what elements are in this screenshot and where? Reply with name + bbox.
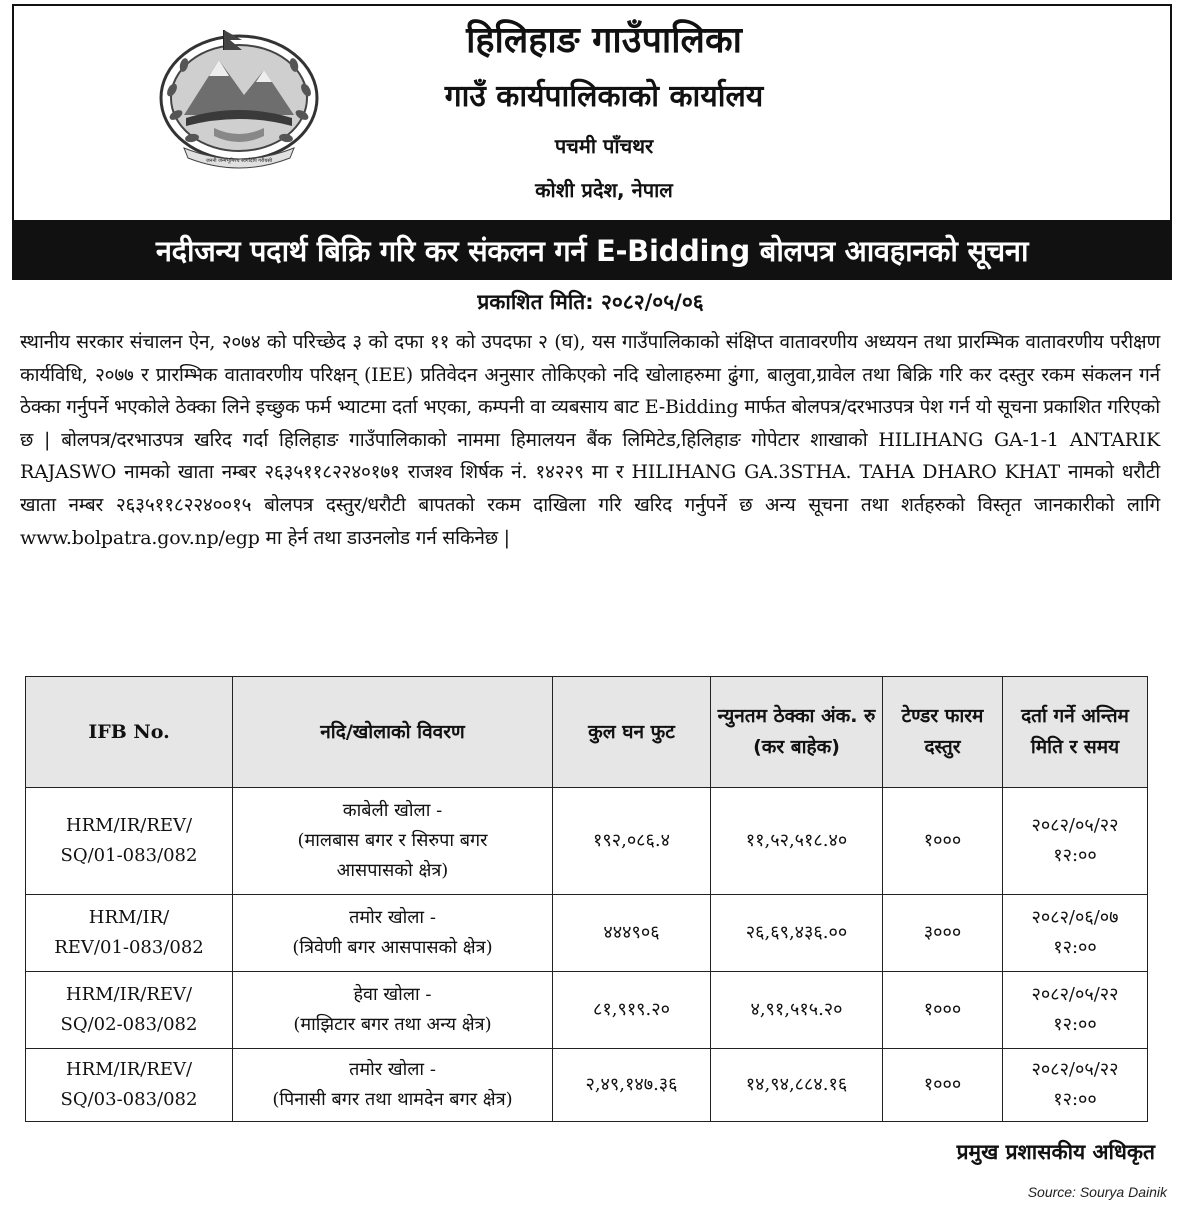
signatory-title: प्रमुख प्रशासकीय अधिकृत xyxy=(956,1140,1155,1164)
cell-form-fee: १००० xyxy=(883,972,1003,1049)
cell-deadline: २०८२/०६/०७ १२:०० xyxy=(1003,895,1148,972)
office-location: पचमी पाँचथर xyxy=(554,134,654,158)
cell-deadline: २०८२/०५/२२ १२:०० xyxy=(1003,788,1148,895)
cell-min-amount: २६,६९,४३६.०० xyxy=(711,895,883,972)
cell-river: काबेली खोला - (मालबास बगर र सिरुपा बगर आसपासको क्षेत्र) xyxy=(233,788,553,895)
cell-volume: ४४४९०६ xyxy=(553,895,711,972)
cell-ifb: HRM/IR/REV/ SQ/03-083/082 xyxy=(26,1049,233,1122)
table-row xyxy=(26,1049,1148,1122)
cell-ifb: HRM/IR/ REV/01-083/082 xyxy=(26,895,233,972)
cell-volume: २,४९,१४७.३६ xyxy=(553,1049,711,1122)
cell-river: हेवा खोला - (माझिटार बगर तथा अन्य क्षेत्र) xyxy=(233,972,553,1049)
emblem-motto: जननी जन्मभूमिश्च स्वर्गादपि गरीयसी xyxy=(205,158,273,164)
cell-ifb: HRM/IR/REV/ SQ/02-083/082 xyxy=(26,972,233,1049)
table-row xyxy=(26,895,1148,972)
published-date: प्रकाशित मिति: २०८२/०५/०६ xyxy=(477,290,704,314)
cell-volume: १९२,०८६.४ xyxy=(553,788,711,895)
cell-deadline: २०८२/०५/२२ १२:०० xyxy=(1003,1049,1148,1122)
office-title-block xyxy=(334,10,874,212)
office-province: कोशी प्रदेश, नेपाल xyxy=(535,178,673,202)
cell-min-amount: ११,५२,५१८.४० xyxy=(711,788,883,895)
municipality-name: हिलिहाङ गाउँपालिका xyxy=(466,20,742,61)
table-header-row xyxy=(26,677,1148,788)
government-emblem-icon xyxy=(154,20,324,170)
header-river: नदि/खोलाको विवरण xyxy=(233,677,553,788)
cell-form-fee: १००० xyxy=(883,788,1003,895)
cell-river: तमोर खोला - (त्रिवेणी बगर आसपासको क्षेत्र) xyxy=(233,895,553,972)
notice-body: स्थानीय सरकार संचालन ऐन, २०७४ को परिच्छेद ३ को दफा ११ को उपदफा २ (घ), यस गाउँपालिकाको संक्षिप्त वातावरणीय अध्ययन तथा प्रारम्भिक वातावरणीय परीक्षण कार्यविधि, २०७७ र प्रारम्भिक वातावरणीय परिक्षन् (IEE) प्रतिवेदन अनुसार तोकिएको नदि खोलाहरुमा ढुंगा, बालुवा,ग्रावेल तथा बिक्रि गरि कर दस्तुर रकम संकलन गर्न ठेक्का गर्नुपर्ने भएकोले ठेक्का लिने इच्छुक फर्म भ्याटमा दर्ता भएका, कम्पनी वा व्यबसाय बाट E-Bidding मार्फत बोलपत्र/दरभाउपत्र पेश गर्न यो सूचना प्रकाशित गरिएको छ | बोलपत्र/दरभाउपत्र खरिद गर्दा हिलिहाङ गाउँपालिकाको नाममा हिमालयन बैंक लिमिटेड,हिलिहाङ गोपेटार शाखाको HILIHANG GA-1-1 ANTARIK RAJASWO नामको खाता नम्बर २६३५११८२२४०१७१ राजश्व शिर्षक नं. १४२२९ मा र HILIHANG GA.3STHA. TAHA DHARO KHAT नामको धरौटी खाता नम्बर २६३५११८२२४००१५ बोलपत्र दस्तुर/धरौटी बापतको रकम दाखिला गरि खरिद गर्नुपर्ने छ अन्य सूचना तथा शर्तहरुको विस्तृत जानकारीको लागि www.bolpatra.gov.np/egp मा हेर्न तथा डाउनलोड गर्न सकिनेछ | xyxy=(20,331,1160,549)
ifb-table xyxy=(25,676,1148,1122)
cell-ifb: HRM/IR/REV/ SQ/01-083/082 xyxy=(26,788,233,895)
header-min-amount: न्युनतम ठेक्का अंक. रु (कर बाहेक) xyxy=(711,677,883,788)
office-header xyxy=(12,4,1172,222)
header-deadline: दर्ता गर्ने अन्तिम मिति र समय xyxy=(1003,677,1148,788)
cell-min-amount: १४,९४,८८४.१६ xyxy=(711,1049,883,1122)
notice-title: नदीजन्य पदार्थ बिक्रि गरि कर संकलन गर्न E-Bidding बोलपत्र आवहानको सूचना xyxy=(12,222,1172,280)
cell-min-amount: ४,९१,५१५.२० xyxy=(711,972,883,1049)
cell-form-fee: १००० xyxy=(883,1049,1003,1122)
header-volume: कुल घन फुट xyxy=(553,677,711,788)
cell-deadline: २०८२/०५/२२ १२:०० xyxy=(1003,972,1148,1049)
table-row xyxy=(26,972,1148,1049)
header-ifb: IFB No. xyxy=(26,677,233,788)
table-row xyxy=(26,788,1148,895)
cell-form-fee: ३००० xyxy=(883,895,1003,972)
header-form-fee: टेण्डर फारम दस्तुर xyxy=(883,677,1003,788)
source-credit: Source: Sourya Dainik xyxy=(1027,1184,1167,1200)
cell-volume: ८१,९१९.२० xyxy=(553,972,711,1049)
office-name: गाउँ कार्यपालिकाको कार्यालय xyxy=(444,79,764,114)
cell-river: तमोर खोला - (पिनासी बगर तथा थामदेन बगर क्षेत्र) xyxy=(233,1049,553,1122)
